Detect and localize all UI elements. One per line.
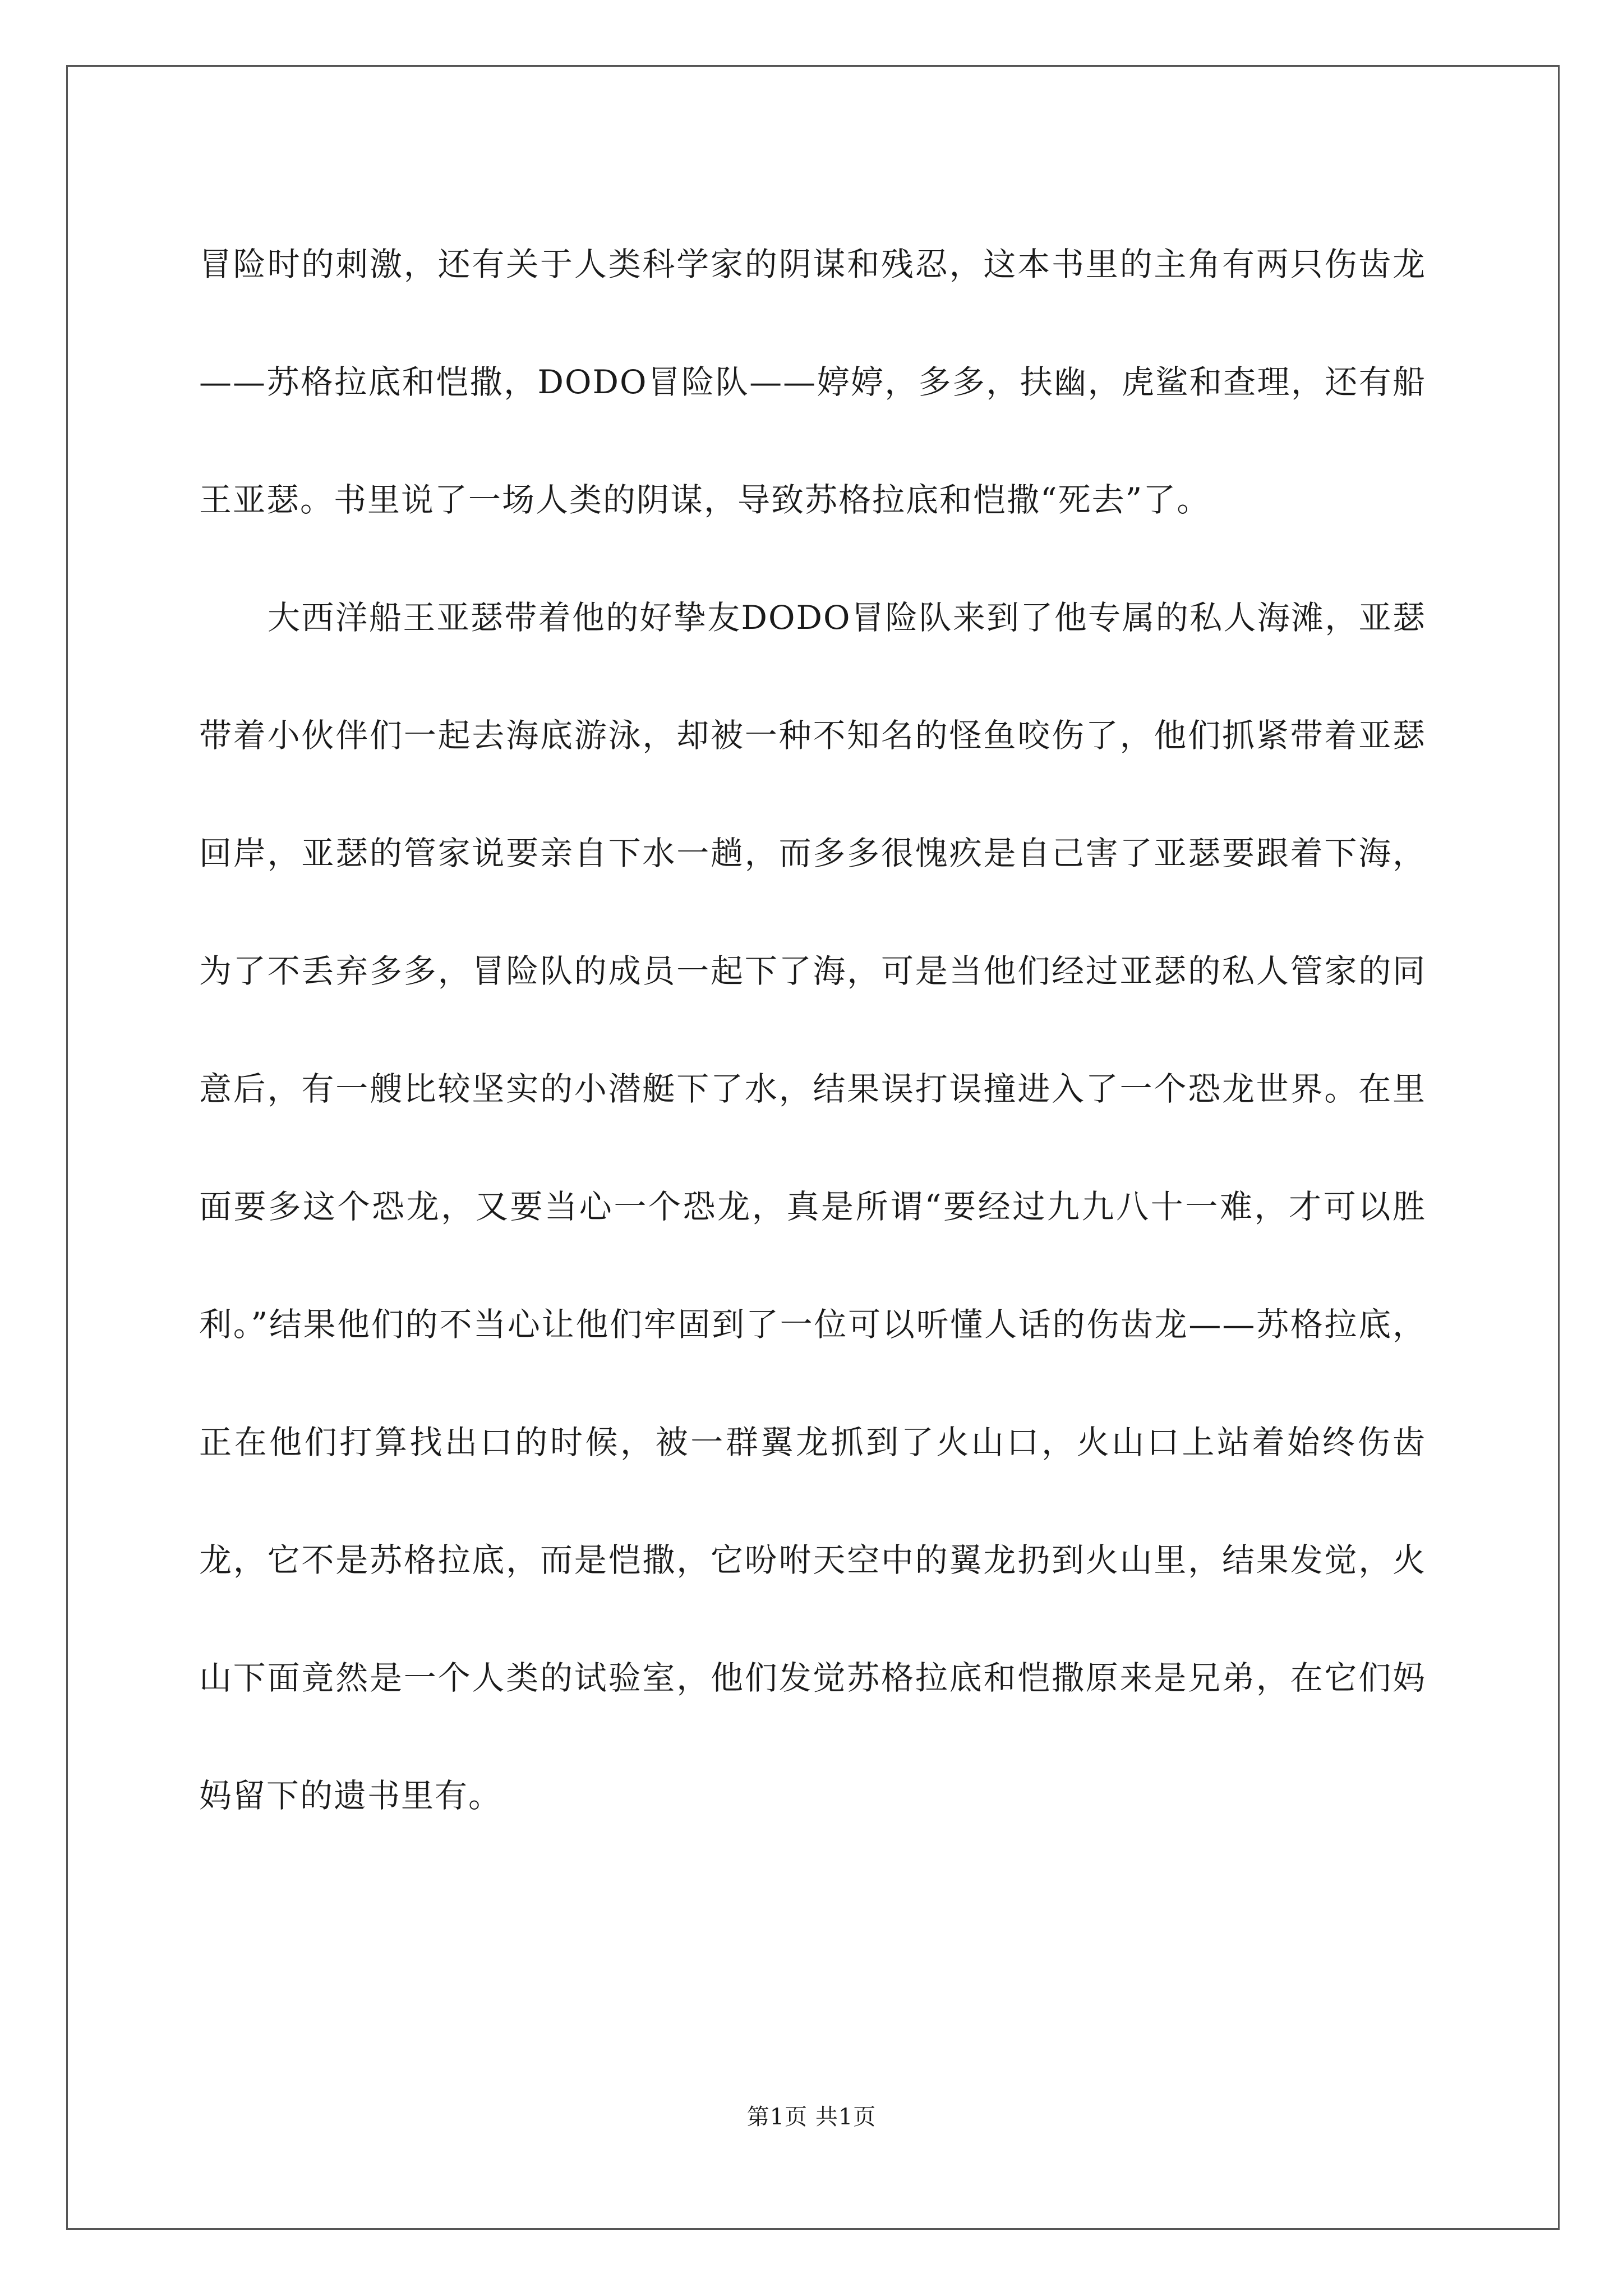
document-body [199,205,1426,1855]
page-footer: 第1页 共1页 [746,2104,877,2130]
paragraph-1: 冒险时的刺激，还有关于人类科学家的阴谋和残忍，这本书里的主角有两只伤齿龙——苏格拉底和恺撒，DODO冒险队——婷婷，多多，扶幽，虎鲨和查理，还有船王亚瑟。书里说了一场人类的阴谋，导致苏格拉底和恺撒“死去”了。 [199,245,1426,519]
paragraph-2: 大西洋船王亚瑟带着他的好挚友DODO冒险队来到了他专属的私人海滩，亚瑟带着小伙伴们一起去海底游泳，却被一种不知名的怪鱼咬伤了，他们抓紧带着亚瑟回岸，亚瑟的管家说要亲自下水一趟，而多多很愧疚是自己害了亚瑟要跟着下海，为了不丢弃多多，冒险队的成员一起下了海，可是当他们经过亚瑟的私人管家的同意后，有一艘比较坚实的小潜艇下了水，结果误打误撞进入了一个恐龙世界。在里面要多这个恐龙，又要当心一个恐龙，真是所谓“要经过九九八十一难，才可以胜利。”结果他们的不当心让他们牢固到了一位可以听懂人话的伤齿龙——苏格拉底，正在他们打算找出口的时候，被一群翼龙抓到了火山口，火山口上站着始终伤齿龙，它不是苏格拉底，而是恺撒，它吩咐天空中的翼龙扔到火山里，结果发觉，火山下面竟然是一个人类的试验室，他们发觉苏格拉底和恺撒原来是兄弟，在它们妈妈留下的遗书里有。 [199,599,1426,1815]
